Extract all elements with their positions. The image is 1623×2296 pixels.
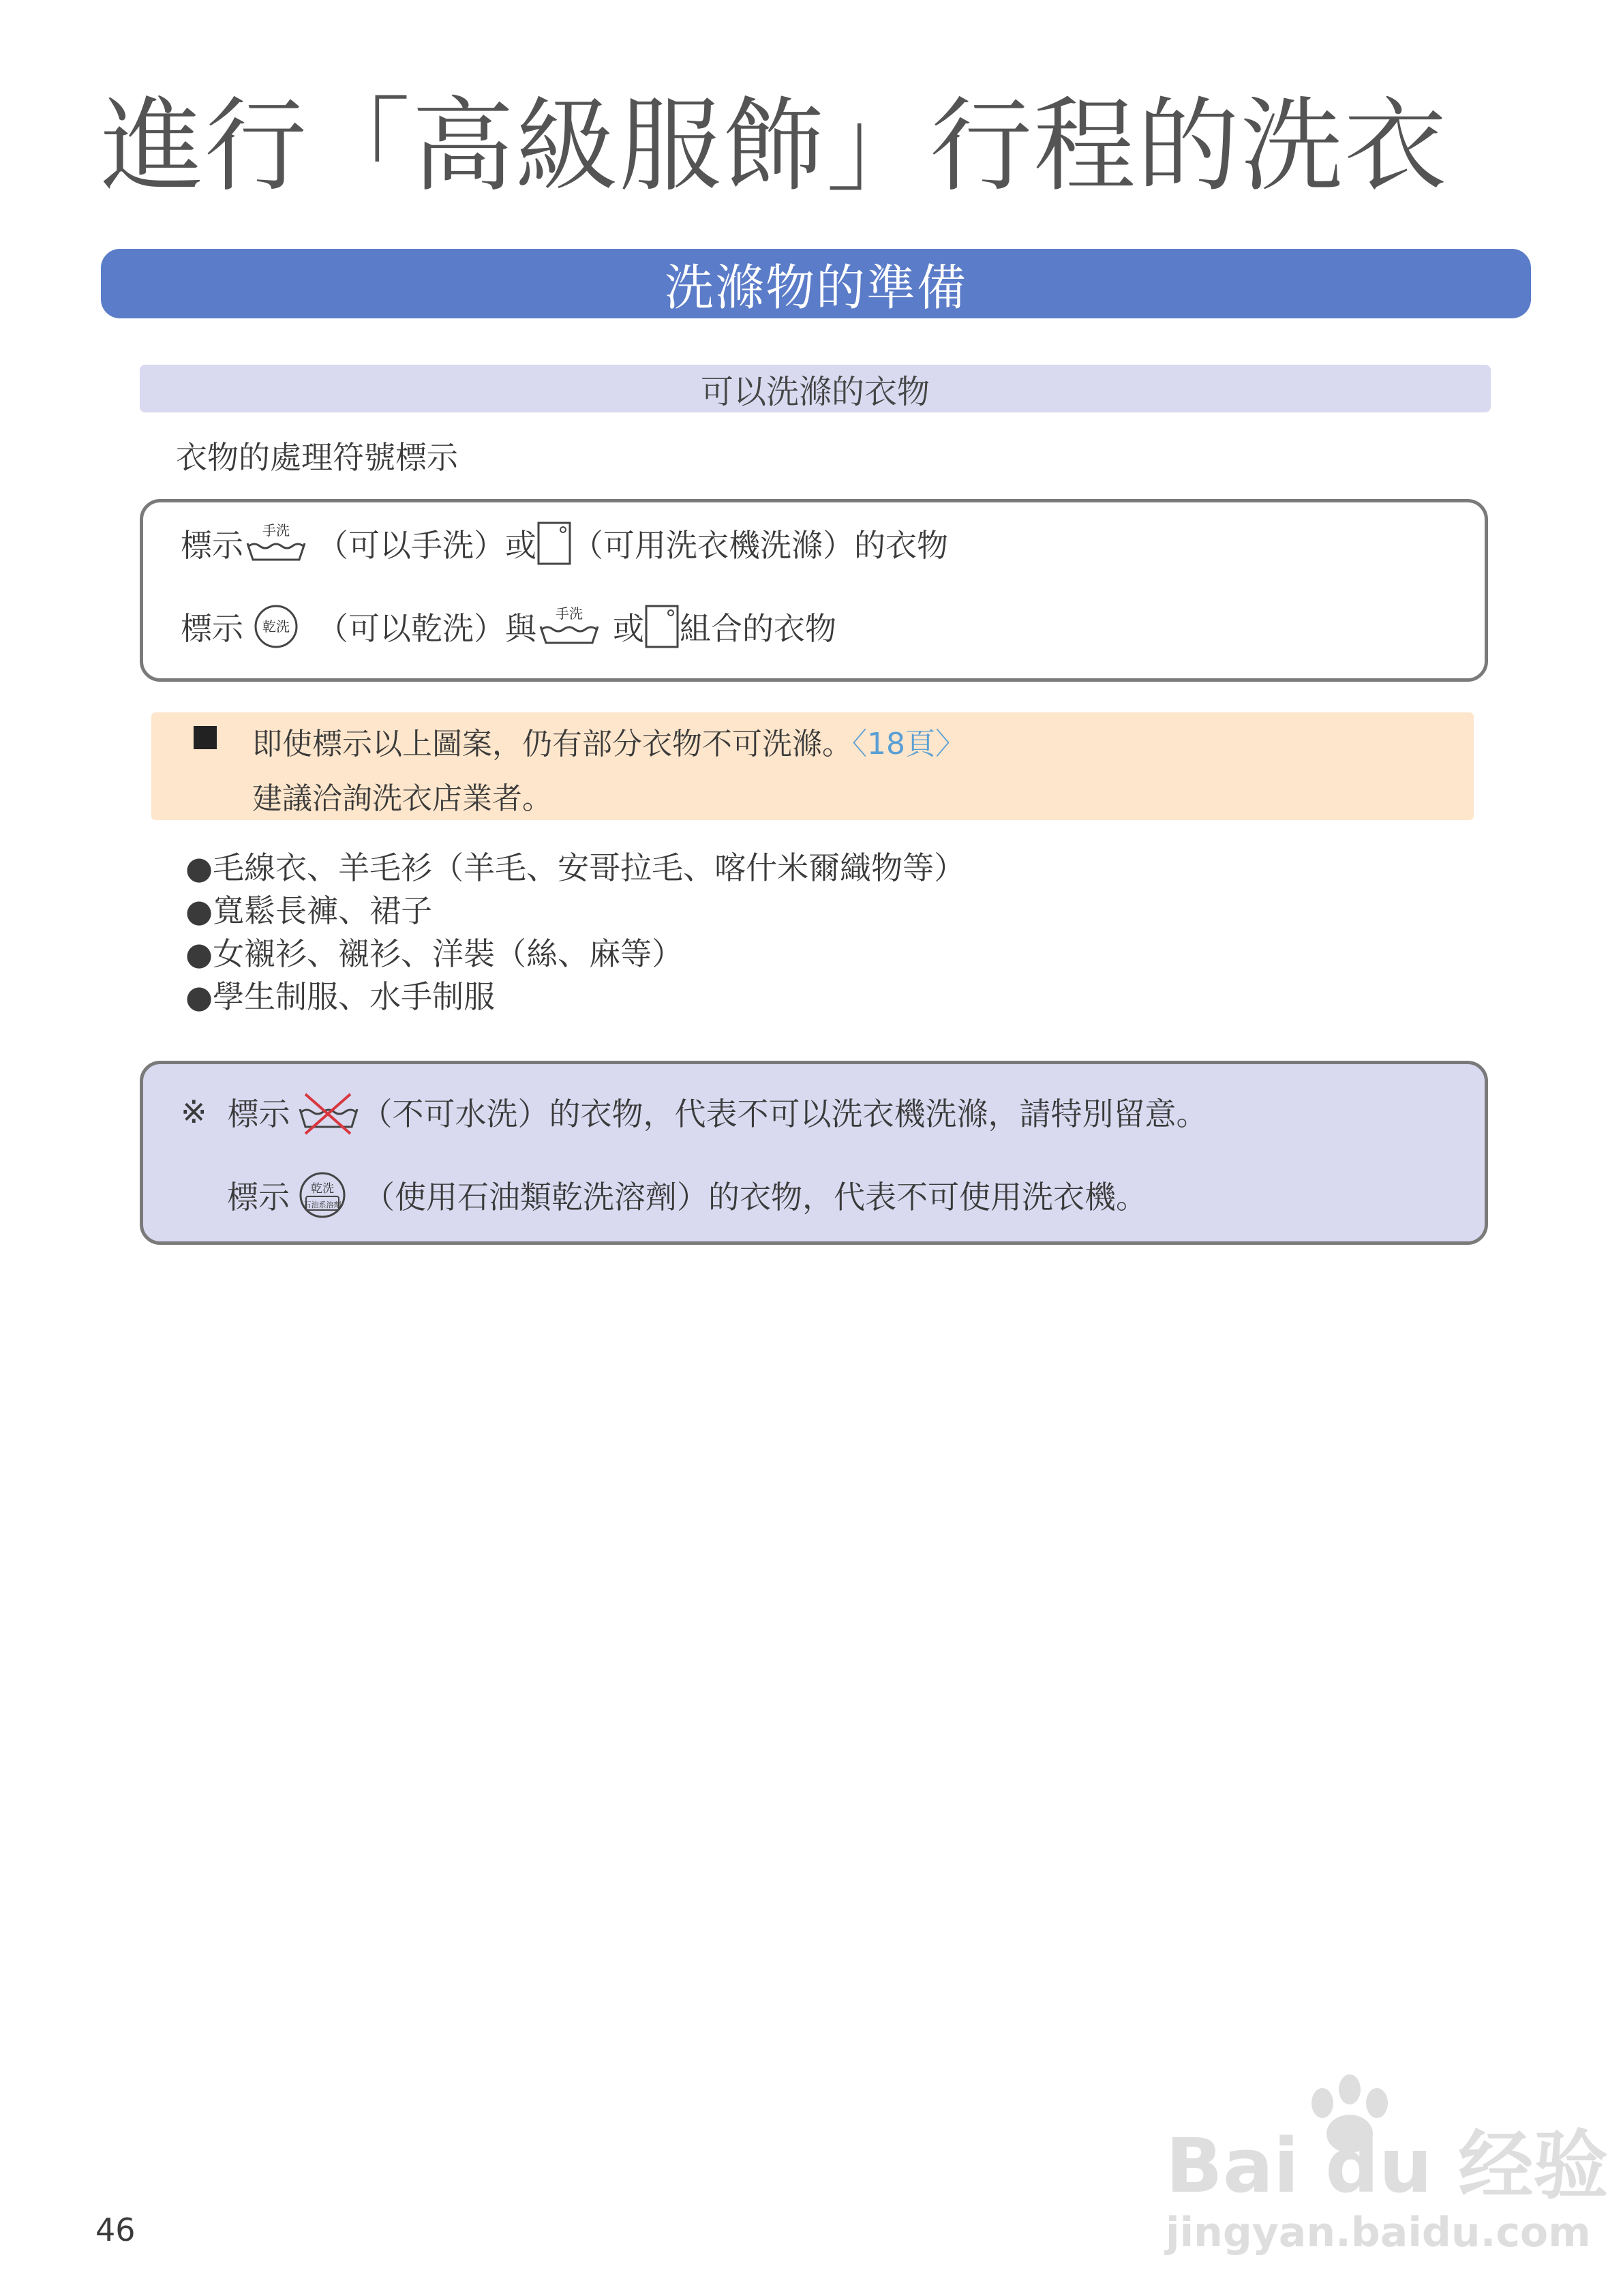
- symbol-row-1-text-1: （可以手洗）或: [317, 527, 536, 564]
- hand-wash-icon-label: 手洗: [262, 522, 290, 539]
- watermark-url: jingyan.baidu.com: [1166, 2209, 1591, 2256]
- hand-wash-icon: [243, 516, 309, 571]
- caution-note: [151, 712, 1474, 820]
- washing-machine-icon: [644, 604, 680, 649]
- section-header-text: 洗滌物的準備: [664, 259, 967, 316]
- page-title: 進行「高級服飾」行程的洗衣: [101, 87, 1448, 206]
- square-bullet-icon: [194, 726, 217, 749]
- hand-wash-icon-label-2: 手洗: [556, 605, 583, 622]
- symbol-row-2-prefix: 標示: [181, 610, 243, 647]
- warning-row-2: [227, 1168, 1147, 1222]
- list-item: ●學生制服、水手制服: [185, 978, 496, 1015]
- reference-mark: ※: [181, 1093, 207, 1130]
- symbol-row-1-text-2: （可用洗衣機洗滌）的衣物: [572, 527, 948, 564]
- symbol-row-2: [181, 599, 836, 654]
- page-reference-link[interactable]: 〈18頁〉: [852, 727, 965, 761]
- page-number: 46: [95, 2211, 136, 2248]
- caution-note-line-1: [252, 719, 965, 763]
- warning-row-1-text: （不可水洗）的衣物，代表不可以洗衣機洗滌，請特別留意。: [361, 1096, 1208, 1132]
- list-item: ●女襯衫、襯衫、洋裝（絲、麻等）: [185, 935, 684, 972]
- symbol-row-2-text-1: （可以乾洗）與: [317, 610, 536, 647]
- symbols-caption: 衣物的處理符號標示: [176, 439, 458, 476]
- symbol-row-2-text-2: 或: [613, 610, 644, 647]
- dry-clean-icon-label: 乾洗: [262, 618, 290, 635]
- hand-wash-icon: [536, 599, 602, 654]
- warning-box: [140, 1061, 1488, 1245]
- dry-clean-icon: [243, 599, 309, 654]
- no-water-wash-icon: [296, 1085, 361, 1139]
- symbol-row-2-text-3: 組合的衣物: [680, 610, 836, 647]
- watermark-brand: Bai du 经验: [1166, 2122, 1609, 2209]
- petroleum-icon-top-label: 乾洗: [311, 1182, 334, 1196]
- warning-row-1-prefix: 標示: [227, 1096, 290, 1132]
- washable-symbols-box: [140, 499, 1488, 682]
- subsection-header-banner: [140, 365, 1491, 412]
- section-header-banner: [101, 249, 1531, 318]
- symbol-row-1: [181, 516, 948, 571]
- caution-note-text: 即使標示以上圖案，仍有部分衣物不可洗滌。: [252, 727, 852, 761]
- warning-row-2-text: （使用石油類乾洗溶劑）的衣物，代表不可使用洗衣機。: [363, 1179, 1147, 1215]
- baidu-watermark: [1152, 2055, 1609, 2260]
- warning-row-2-prefix: 標示: [227, 1179, 290, 1215]
- washing-machine-icon: [536, 521, 572, 566]
- list-item: ●寬鬆長褲、裙子: [185, 892, 433, 929]
- warning-row-1: [181, 1085, 1208, 1139]
- subsection-header-text: 可以洗滌的衣物: [700, 372, 930, 411]
- list-item: ●毛線衣、羊毛衫（羊毛、安哥拉毛、喀什米爾織物等）: [185, 849, 966, 886]
- petroleum-icon-bottom-label: 石油系溶劑: [303, 1200, 342, 1209]
- caution-note-line-2: 建議洽詢洗衣店業者。: [252, 781, 552, 816]
- petroleum-dry-clean-icon: [290, 1168, 355, 1222]
- symbol-row-1-prefix: 標示: [181, 527, 243, 564]
